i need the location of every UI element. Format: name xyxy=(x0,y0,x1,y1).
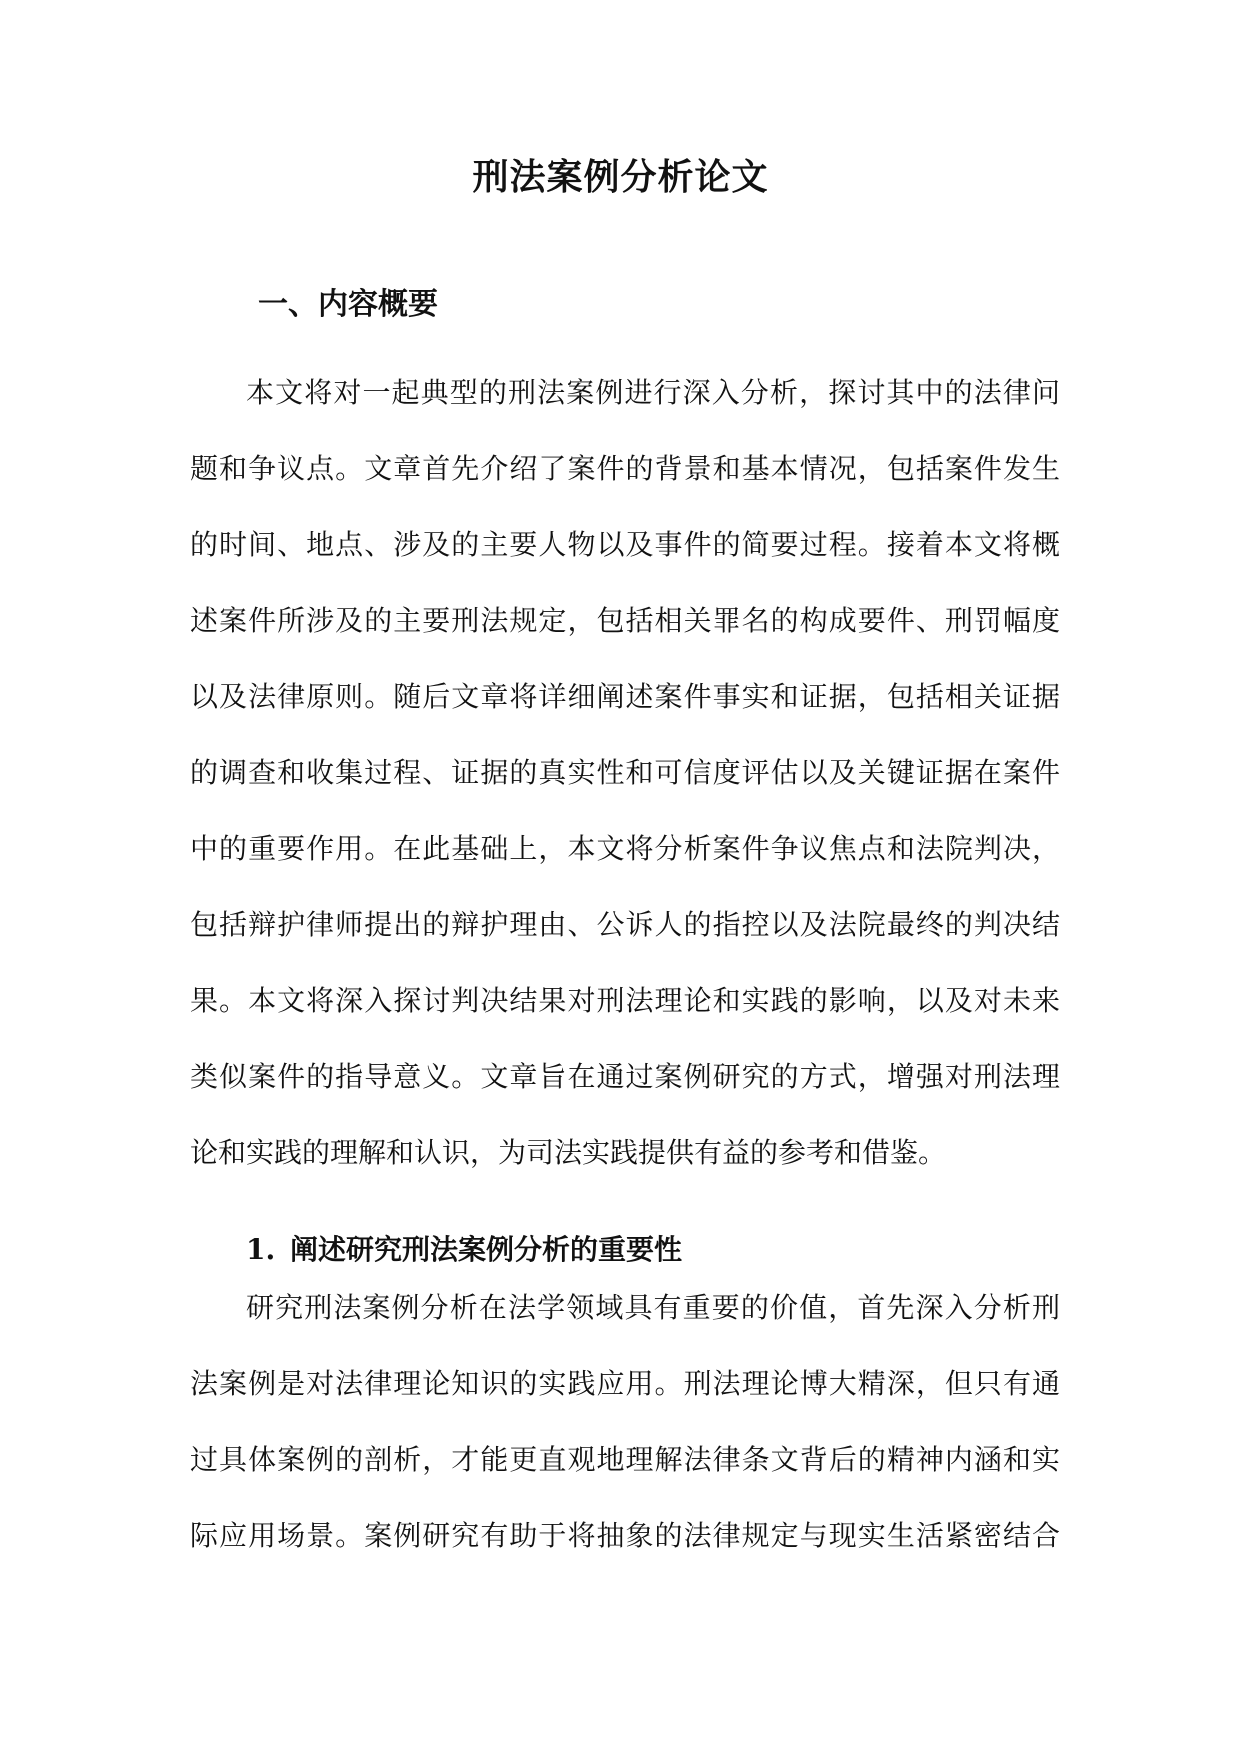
subsection-heading-text: 阐述研究刑法案例分析的重要性 xyxy=(290,1233,683,1266)
paragraph-line: 类似案件的指导意义。文章旨在通过案例研究的方式，增强对刑法理 xyxy=(190,1060,1060,1093)
paragraph-line: 题和争议点。文章首先介绍了案件的背景和基本情况，包括案件发生 xyxy=(190,452,1060,485)
summary-paragraph xyxy=(190,355,1060,1191)
paragraph-line: 中的重要作用。在此基础上，本文将分析案件争议焦点和法院判决， xyxy=(190,832,1060,865)
paragraph-line: 研究刑法案例分析在法学领域具有重要的价值，首先深入分析刑 xyxy=(246,1291,1060,1324)
paragraph-line: 论和实践的理解和认识，为司法实践提供有益的参考和借鉴。 xyxy=(190,1136,947,1169)
subsection-heading-importance xyxy=(246,1225,682,1275)
paragraph-line: 述案件所涉及的主要刑法规定，包括相关罪名的构成要件、刑罚幅度 xyxy=(190,604,1060,637)
paragraph-line: 本文将对一起典型的刑法案例进行深入分析，探讨其中的法律问 xyxy=(246,376,1060,409)
paragraph-line: 过具体案例的剖析，才能更直观地理解法律条文背后的精神内涵和实 xyxy=(190,1443,1060,1476)
paragraph-line: 的调查和收集过程、证据的真实性和可信度评估以及关键证据在案件 xyxy=(190,756,1060,789)
paragraph-line: 际应用场景。案例研究有助于将抽象的法律规定与现实生活紧密结合 xyxy=(190,1519,1060,1552)
paragraph-line: 法案例是对法律理论知识的实践应用。刑法理论博大精深，但只有通 xyxy=(190,1367,1060,1400)
paragraph-line: 以及法律原则。随后文章将详细阐述案件事实和证据，包括相关证据 xyxy=(190,680,1060,713)
paragraph-line: 的时间、地点、涉及的主要人物以及事件的简要过程。接着本文将概 xyxy=(190,528,1060,561)
subsection-number: 1. xyxy=(246,1233,276,1266)
importance-paragraph xyxy=(190,1270,1060,1574)
section-heading-summary: 一、内容概要 xyxy=(258,287,438,322)
paragraph-line: 包括辩护律师提出的辩护理由、公诉人的指控以及法院最终的判决结 xyxy=(190,908,1060,941)
paragraph-line: 果。本文将深入探讨判决结果对刑法理论和实践的影响，以及对未来 xyxy=(190,984,1060,1017)
document-title: 刑法案例分析论文 xyxy=(472,156,769,198)
